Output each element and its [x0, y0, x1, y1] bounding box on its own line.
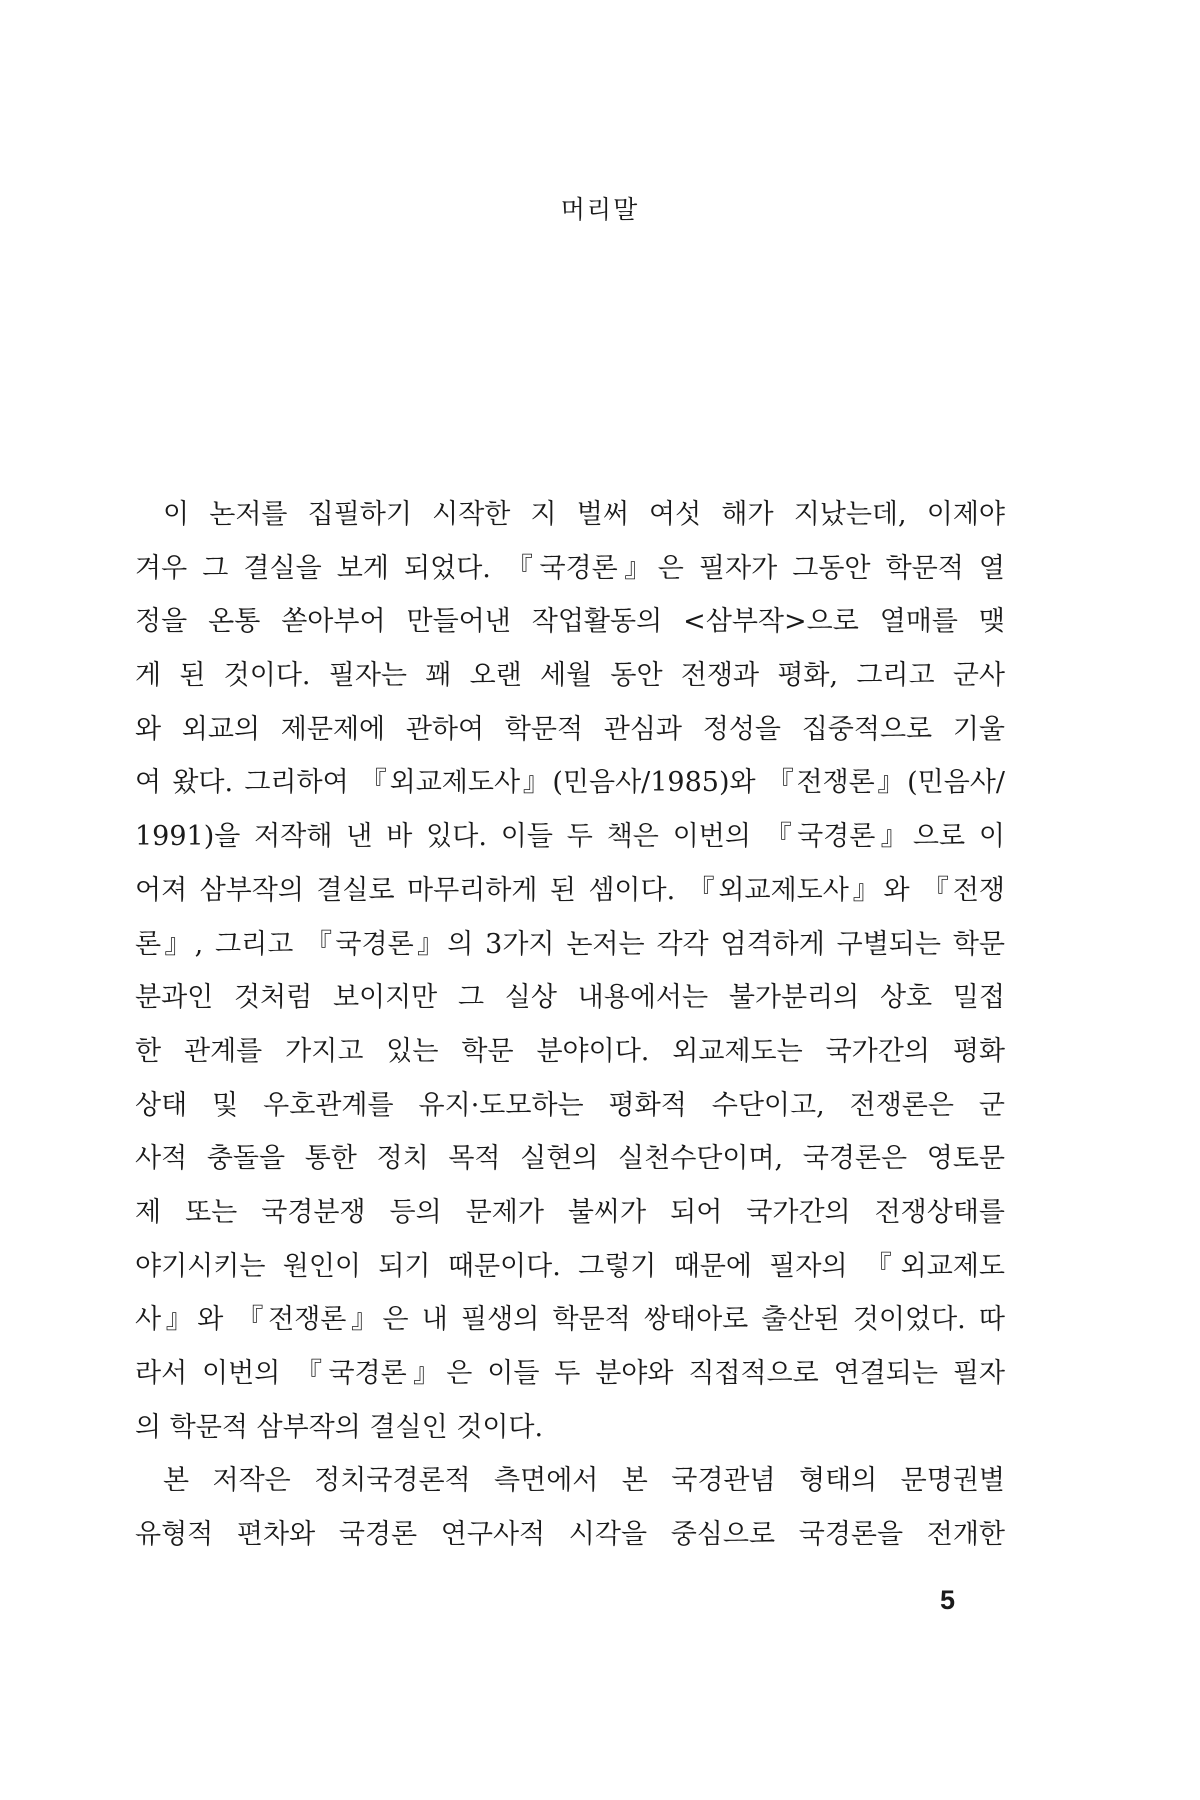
paragraph-line: 유형적 편차와 국경론 연구사적 시각을 중심으로 국경론을 전개한 — [135, 1519, 1005, 1551]
paragraph-line: 사』와 『전쟁론』은 내 필생의 학문적 쌍태아로 출산된 것이었다. 따 — [135, 1304, 1005, 1336]
paragraph-line: 이 논저를 집필하기 시작한 지 벌써 여섯 해가 지났는데, 이제야 — [163, 499, 1005, 530]
paragraph-line: 1991)을 저작해 낸 바 있다. 이들 두 책은 이번의 『국경론』으로 이 — [135, 821, 1005, 853]
paragraph-line: 의 학문적 삼부작의 결실인 것이다. — [135, 1411, 544, 1443]
paragraph-line: 라서 이번의 『국경론』은 이들 두 분야와 직접적으로 연결되는 필자 — [135, 1358, 1005, 1389]
paragraph-line: 상태 및 우호관계를 유지·도모하는 평화적 수단이고, 전쟁론은 군 — [135, 1089, 1005, 1121]
paragraph-line: 게 된 것이다. 필자는 꽤 오랜 세월 동안 전쟁과 평화, 그리고 군사 — [135, 660, 1005, 692]
paragraph-line: 야기시키는 원인이 되기 때문이다. 그렇기 때문에 필자의 『외교제도 — [135, 1250, 1005, 1282]
body-text — [135, 488, 1005, 1562]
paragraph-line: 본 저작은 정치국경론적 측면에서 본 국경관념 형태의 문명권별 — [163, 1465, 1005, 1497]
page-title: 머리말 — [560, 195, 640, 224]
paragraph-line: 사적 충돌을 통한 정치 목적 실현의 실천수단이며, 국경론은 영토문 — [135, 1143, 1005, 1175]
paragraph-line: 겨우 그 결실을 보게 되었다. 『국경론』은 필자가 그동안 학문적 열 — [135, 552, 1005, 584]
paragraph-line: 한 관계를 가지고 있는 학문 분야이다. 외교제도는 국가간의 평화 — [135, 1035, 1005, 1067]
paragraph-line: 론』, 그리고 『국경론』의 3가지 논저는 각각 엄격하게 구별되는 학문 — [135, 928, 1005, 960]
page-number: 5 — [940, 1585, 956, 1615]
paragraph-line: 어져 삼부작의 결실로 마무리하게 된 셈이다. 『외교제도사』와 『전쟁 — [135, 874, 1005, 906]
paragraph-line: 분과인 것처럼 보이지만 그 실상 내용에서는 불가분리의 상호 밀접 — [135, 982, 1005, 1014]
paragraph-line: 제 또는 국경분쟁 등의 문제가 불씨가 되어 국가간의 전쟁상태를 — [135, 1196, 1005, 1228]
paragraph-line: 와 외교의 제문제에 관하여 학문적 관심과 정성을 집중적으로 기울 — [135, 713, 1005, 745]
paragraph-line: 여 왔다. 그리하여 『외교제도사』(민음사/1985)와 『전쟁론』(민음사/ — [135, 767, 1005, 799]
paragraph-line: 정을 온통 쏟아부어 만들어낸 작업활동의 <삼부작>으로 열매를 맺 — [135, 606, 1005, 638]
